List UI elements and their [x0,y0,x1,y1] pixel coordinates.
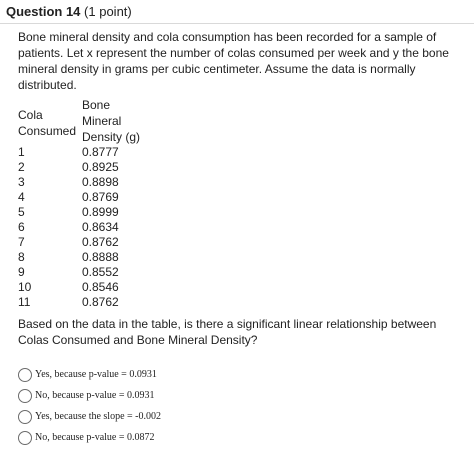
cola-value: 1 [18,145,25,159]
header-text: Consumed [18,124,77,138]
cola-value: 8 [18,250,25,264]
question-title [6,4,132,19]
radio-button[interactable] [18,389,32,403]
header-text: Density (g) [82,130,141,144]
question-header [0,0,474,24]
question-points: (1 point) [84,4,132,19]
table-header-cola-consumed [18,107,78,139]
cola-value: 6 [18,220,25,234]
density-value: 0.8925 [82,160,119,174]
density-value: 0.8898 [82,175,119,189]
option-label[interactable]: No, because p-value = 0.0872 [35,432,155,443]
radio-button[interactable] [18,431,32,445]
cola-value: 5 [18,205,25,219]
density-value: 0.8762 [82,235,119,249]
density-value: 0.8777 [82,145,119,159]
option-label[interactable]: Yes, because p-value = 0.0931 [35,369,157,380]
option-label[interactable]: Yes, because the slope = -0.002 [35,411,161,422]
cola-value: 9 [18,265,25,279]
density-value: 0.8888 [82,250,119,264]
header-text: Bone [82,98,111,112]
density-value: 0.8762 [82,295,119,309]
question-prompt: Bone mineral density and cola consumption has been recorded for a sample of patients. Let x represent the number of colas consumed per week and y the bone mineral density in grams per cubic centimeter. Assume the data is normally distributed. [18,30,449,92]
question-number: Question 14 [6,4,81,19]
radio-button[interactable] [18,410,32,424]
cola-value: 2 [18,160,25,174]
density-value: 0.8552 [82,265,119,279]
cola-value: 7 [18,235,25,249]
density-value: 0.8769 [82,190,119,204]
cola-value: 3 [18,175,25,189]
density-value: 0.8546 [82,280,119,294]
cola-value: 4 [18,190,25,204]
cola-value: 11 [18,295,31,309]
density-value: 0.8634 [82,220,119,234]
table-header-bone-mineral-density [82,97,162,145]
cola-value: 10 [18,280,32,294]
header-text: Mineral [82,114,122,128]
question-text: Based on the data in the table, is there a significant linear relationship between Colas Consumed and Bone Mineral Density? [18,317,437,347]
option-label[interactable]: No, because p-value = 0.0931 [35,390,155,401]
header-text: Cola [18,108,43,122]
density-value: 0.8999 [82,205,119,219]
radio-button[interactable] [18,368,32,382]
